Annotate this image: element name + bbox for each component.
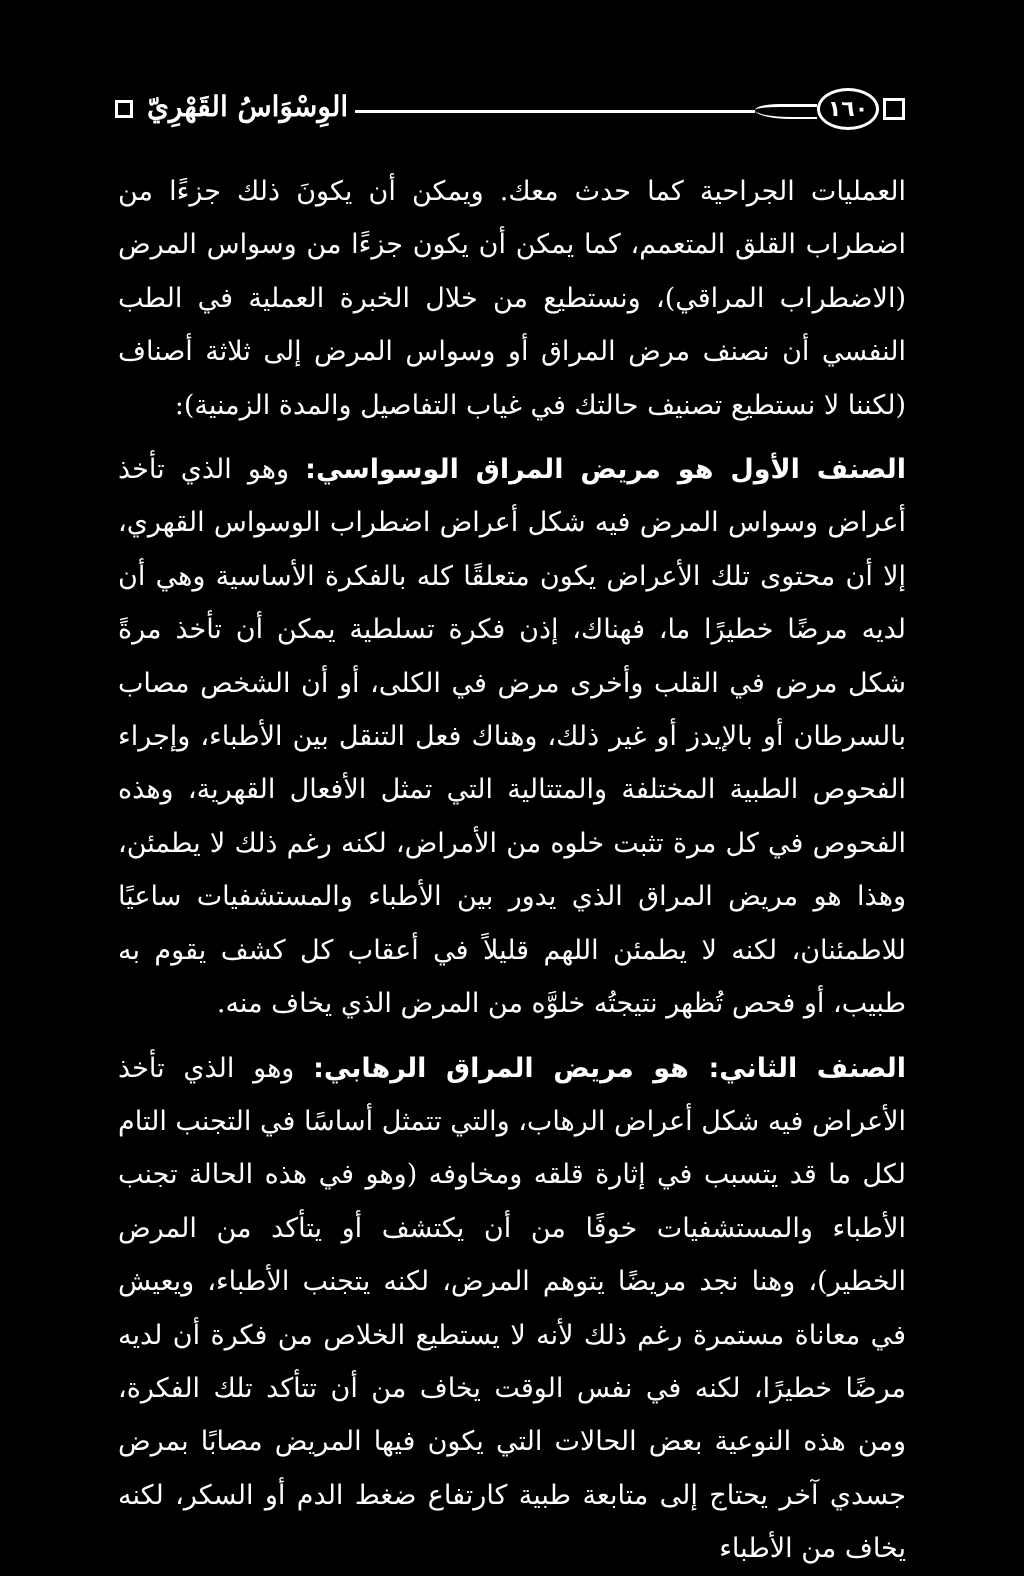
paragraph-phobic-type — [118, 1042, 906, 1576]
page-header — [115, 86, 905, 136]
page-number-text: ١٦٠ — [827, 96, 869, 122]
paragraph-text: وهو الذي تأخذ الأعراض فيه شكل أعراض الرهاب، والتي تتمثل أساسًا في التجنب التام لكل ما قد يتسبب في إثارة قلقه ومخاوفه (وهو في هذه الحالة تجنب الأطباء والمستشفيات خوفًا من أن يكتشف أو يتأكد من المرض الخطير)، وهنا نجد مريضًا يتوهم المرض، لكنه يتجنب الأطباء، ويعيش في معاناة مستمرة رغم ذلك لأنه لا يستطيع الخلاص من فكرة أن لديه مرضًا خطيرًا، لكنه في نفس الوقت يخاف من أن تتأكد تلك الفكرة، ومن هذه النوعية بعض الحالات التي يكون فيها المريض مصابًا بمرض جسدي آخر يحتاج إلى متابعة طبية كارتفاع ضغط الدم أو السكر، لكنه يخاف من الأطباء — [118, 1052, 906, 1565]
section-heading: الصنف الثاني: هو مريض المراق الرهابي: — [313, 1052, 906, 1084]
page-number — [817, 88, 879, 130]
paragraph-text: العمليات الجراحية كما حدث معك. ويمكن أن يكونَ ذلك جزءًا من اضطراب القلق المتعمم، كما يمكن أن يكون جزءًا من وسواس المرض (الاضطراب المراقي)، ونستطيع من خلال الخبرة العملية في الطب النفسي أن نصنف مرض المراق أو وسواس المرض إلى ثلاثة أصناف (لكننا لا نستطيع تصنيف حالتك في غياب التفاصيل والمدة الزمنية): — [118, 176, 906, 421]
paragraph-text: وهو الذي تأخذ أعراض وسواس المرض فيه شكل أعراض اضطراب الوسواس القهري، إلا أن محتوى تلك الأعراض يكون متعلقًا كله بالفكرة الأساسية وهي أن لديه مرضًا خطيرًا ما، فهناك، إذن فكرة تسلطية يمكن أن تأخذ مرةً شكل مرض في القلب وأخرى مرض في الكلى، أو أن الشخص مصاب بالسرطان أو بالإيدز أو غير ذلك، وهناك فعل التنقل بين الأطباء، وإجراء الفحوص الطبية المختلفة والمتتالية التي تمثل الأفعال القهرية، وهذه الفحوص في كل مرة تثبت خلوه من الأمراض، لكنه رغم ذلك لا يطمئن، وهذا هو مريض المراق الذي يدور بين الأطباء والمستشفيات ساعيًا للاطمئنان، لكنه لا يطمئن اللهم قليلاً في أعقاب كل كشف يقوم به طبيب، أو فحص تُظهر نتيجتُه خلوَّه من المرض الذي يخاف منه. — [118, 454, 906, 1020]
section-heading: الصنف الأول هو مريض المراق الوسواسي: — [305, 454, 906, 486]
paragraph-obsessive-type — [118, 443, 906, 1030]
running-title: الوِسْوَاسُ القَهْرِيّ — [147, 90, 349, 123]
paragraph-intro — [118, 165, 906, 432]
swash-ornament-icon — [755, 104, 817, 119]
header-rule — [355, 110, 755, 113]
body-text — [118, 165, 906, 1576]
square-ornament-icon — [115, 100, 133, 118]
corner-ornament-icon — [883, 98, 905, 120]
